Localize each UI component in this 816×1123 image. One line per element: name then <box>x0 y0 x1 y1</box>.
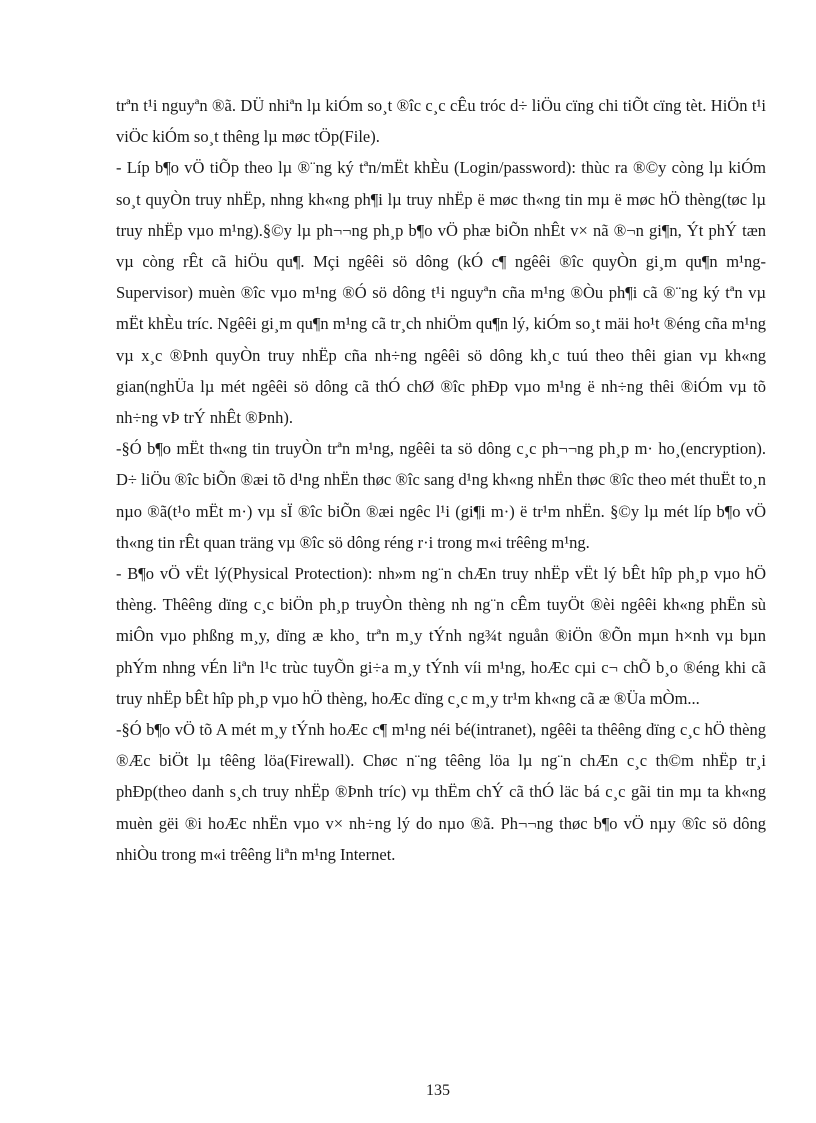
paragraph-2: - Líp b¶o vÖ tiÕp theo lµ ®¨ng ký tªn/mËt khÈu (Login/password): thùc ra ®©y còng lµ kiÓm so¸t quyÒn truy nhËp, nhng kh«ng ph¶i lµ truy nhËp ë møc th«ng tin mµ ë møc hÖ thèng(tøc lµ truy nhËp vµo m¹ng).§©y lµ ph¬¬ng ph¸p b¶o vÖ phæ biÕn nhÊt v× nã ®¬n gi¶n, Ýt phÝ tæn vµ còng rÊt cã hiÖu qu¶. Mçi ngêêi sö dông (kÓ c¶ ngêêi ®îc quyÒn gi¸m qu¶n m¹ng-Supervisor) muèn ®îc vµo m¹ng ®Ó sö dông t¹i nguyªn cña m¹ng ®Òu ph¶i cã ®¨ng ký tªn vµ mËt khÈu tríc. Ngêêi gi¸m qu¶n m¹ng cã tr¸ch nhiÖm qu¶n lý, kiÓm so¸t mäi ho¹t ®éng cña m¹ng vµ x¸c ®Þnh quyÒn truy nhËp cña nh÷ng ngêêi sö dông kh¸c tuú theo thêi gian vµ kh«ng gian(nghÜa lµ mét ngêêi sö dông cã thÓ chØ ®îc phÐp vµo m¹ng ë nh÷ng thêi ®iÓm vµ tõ nh÷ng vÞ trÝ nhÊt ®Þnh). <box>116 158 766 428</box>
body-text <box>116 90 766 870</box>
page-number: 135 <box>426 1082 450 1099</box>
paragraph-1: trªn t¹i nguyªn ®ã. DÜ nhiªn lµ kiÓm so¸t ®îc c¸c cÊu tróc d÷ liÖu cïng chi tiÕt cïng tèt. HiÖn t¹i viÖc kiÓm so¸t thêng lµ møc tÖp(File). <box>116 96 766 147</box>
paragraph-5: -§Ó b¶o vÖ tõ A mét m¸y tÝnh hoÆc c¶ m¹ng néi bé(intranet), ngêêi ta thêêng dïng c¸c hÖ thèng ®Æc biÖt lµ têêng löa(Firewall). Chøc n¨ng têêng löa lµ ng¨n chÆn c¸c th©m nhËp tr¸i phÐp(theo danh s¸ch truy nhËp ®Þnh tríc) vµ thËm chÝ cã thÓ läc bá c¸c gãi tin mµ ta kh«ng muèn gëi ®i hoÆc nhËn vµo v× nh÷ng lý do nµo ®ã. Ph¬¬ng thøc b¶o vÖ nµy ®îc sö dông nhiÒu trong m«i trêêng liªn m¹ng Internet. <box>116 720 766 864</box>
paragraph-4: - B¶o vÖ vËt lý(Physical Protection): nh»m ng¨n chÆn truy nhËp vËt lý bÊt hîp ph¸p vµo hÖ thèng. Thêêng dïng c¸c biÖn ph¸p truyÒn thèng nh ng¨n cÊm tuyÖt ®èi ngêêi kh«ng phËn sù miÔn vµo phßng m¸y, dïng æ kho¸ trªn m¸y tÝnh ng¾t nguån ®iÖn ®Õn mµn h×nh vµ bµn phÝm nhng vÉn liªn l¹c trùc tuyÕn gi÷a m¸y tÝnh víi m¹ng, hoÆc cµi c¬ chÕ b¸o ®éng khi cã truy nhËp bÊt hîp ph¸p vµo hÖ thèng, hoÆc dïng c¸c m¸y tr¹m kh«ng cã æ ®Üa mÒm... <box>116 564 766 708</box>
paragraph-3: -§Ó b¶o mËt th«ng tin truyÒn trªn m¹ng, ngêêi ta sö dông c¸c ph¬¬ng ph¸p m· ho¸(encryption). D÷ liÖu ®îc biÕn ®æi tõ d¹ng nhËn thøc ®îc sang d¹ng kh«ng nhËn thøc ®îc theo mét thuËt to¸n nµo ®ã(t¹o mËt m·) vµ sÏ ®îc biÕn ®æi ngêc l¹i (gi¶i m·) ë tr¹m nhËn. §©y lµ mét líp b¶o vÖ th«ng tin rÊt quan träng vµ ®îc sö dông réng r·i trong m«i trêêng m¹ng. <box>116 439 766 552</box>
